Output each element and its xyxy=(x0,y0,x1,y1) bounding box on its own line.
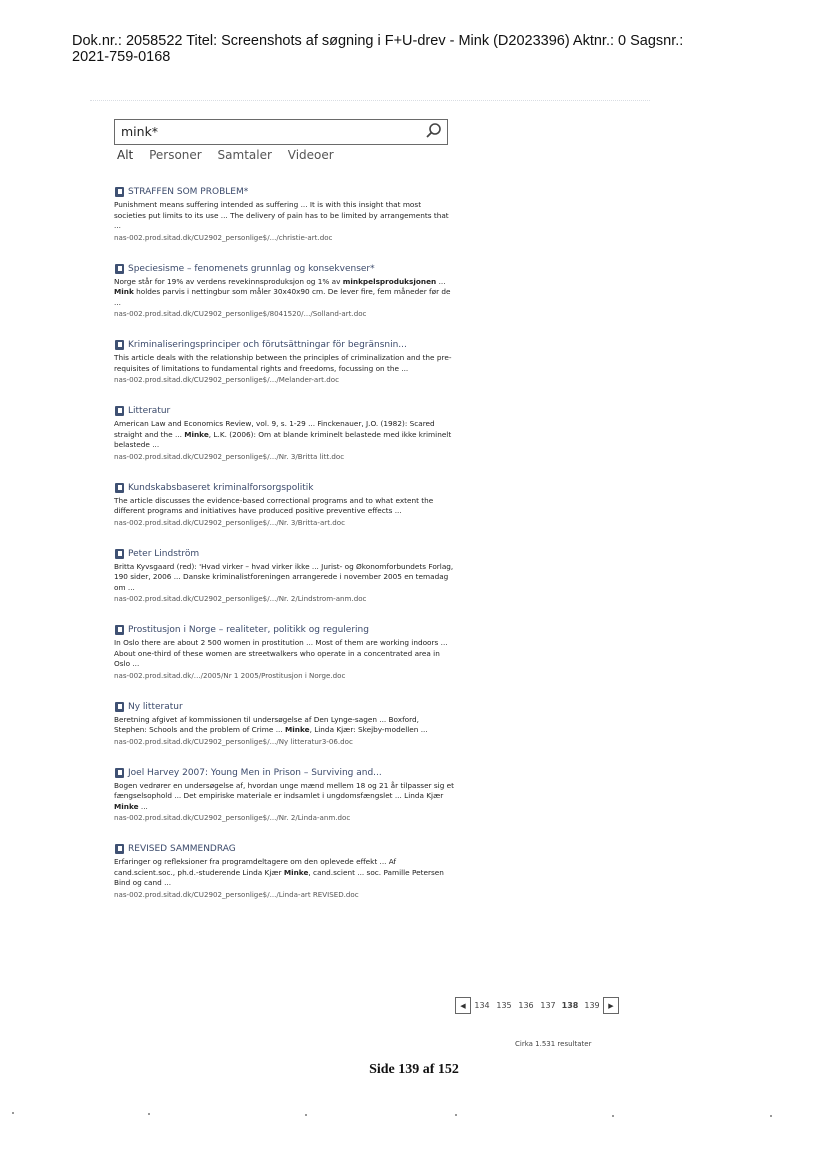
search-result xyxy=(114,701,454,747)
result-snippet: Britta Kyvsgaard (red): 'Hvad virker – hvad virker ikke ... Jurist- og Økonomforbundets Forlag, 190 sider, 2006 ... Danske kriminalistforeningen arrangerede i november 2005 en temadag om ... xyxy=(114,561,454,592)
search-result xyxy=(114,624,454,681)
page-link[interactable]: 135 xyxy=(496,1001,512,1010)
result-title[interactable]: Peter Lindström xyxy=(128,548,200,559)
document-icon xyxy=(115,702,124,712)
result-title[interactable]: Ny litteratur xyxy=(128,701,183,712)
result-title[interactable]: REVISED SAMMENDRAG xyxy=(128,844,236,854)
header-line-1: Dok.nr.: 2058522 Titel: Screenshots af søgning i F+U-drev - Mink (D2023396) Aktnr.: 0 Sagsnr.: xyxy=(72,33,684,49)
result-title[interactable]: Kundskabsbaseret kriminalforsorgspolitik xyxy=(128,482,314,493)
result-snippet: Punishment means suffering intended as suffering ... It is with this insight that most societies put limits to its use ... The delivery of pain has to be limited by arrangements that ... xyxy=(114,200,449,230)
scan-artifact-line xyxy=(90,100,650,101)
result-count: Cirka 1.531 resultater xyxy=(515,1040,592,1048)
page-link[interactable]: 134 xyxy=(474,1001,490,1010)
tab-videos[interactable]: Videoer xyxy=(287,148,334,162)
result-snippet: American Law and Economics Review, vol. 9, s. 1-29 ... Finckenauer, J.O. (1982): Scared straight and the ... Minke, L.K. (2006): Om at blande kriminelt belastede med ikke kriminelt belastede ... xyxy=(114,419,452,449)
result-url: nas-002.prod.sitad.dk/CU2902_personlige$/.../Melander-art.doc xyxy=(114,375,339,384)
highlight-term: Minke xyxy=(184,429,209,439)
page-link[interactable]: 137 xyxy=(540,1001,556,1010)
result-snippet: Bogen vedrører en undersøgelse af, hvordan unge mænd mellem 18 og 21 år tilpasser sig et fængselsophold ... Det empiriske materiale er indsamlet i ungdomsfængslet ... Linda Kjær Minke ... xyxy=(114,780,455,811)
scan-speck xyxy=(148,1113,150,1115)
search-result xyxy=(114,339,454,385)
result-snippet: In Oslo there are about 2 500 women in prostitution ... Most of them are working indoors ... About one-third of these women are streetwalkers who operate in a concentrated area in Oslo ... xyxy=(114,638,448,668)
result-url: nas-002.prod.sitad.dk/CU2902_personlige$/.../Nr. 2/Lindstrom-anm.doc xyxy=(114,594,367,603)
page-link-current[interactable]: 138 xyxy=(561,1001,579,1010)
search-result xyxy=(114,767,454,824)
filter-tabs xyxy=(117,148,346,162)
highlight-term: Mink xyxy=(114,287,134,296)
result-snippet: The article discusses the evidence-based correctional programs and to what extent the different programs and initiatives have produced positive preventive effects ... xyxy=(114,495,434,515)
result-snippet: Beretning afgivet af kommissionen til undersøgelse af Den Lynge-sagen ... Boxford, Stephen: Schools and the problem of Crime ... Minke, Linda Kjær: Skejby-modellen ... xyxy=(114,714,428,734)
scan-speck xyxy=(770,1115,772,1117)
search-result xyxy=(114,186,454,243)
result-url: nas-002.prod.sitad.dk/CU2902_personlige$/.../christie-art.doc xyxy=(114,232,333,242)
page-link[interactable]: 139 xyxy=(584,1001,600,1010)
highlight-term: minkpelsproduksjonen xyxy=(342,276,437,286)
pagination xyxy=(455,997,619,1014)
search-result xyxy=(114,548,454,605)
document-icon xyxy=(115,187,124,197)
scan-speck xyxy=(12,1112,14,1114)
highlight-term: Minke xyxy=(114,801,139,811)
document-icon xyxy=(115,549,124,559)
header-line-2: 2021-759-0168 xyxy=(72,49,171,65)
result-url: nas-002.prod.sitad.dk/CU2902_personlige$/.../Ny litteratur3-06.doc xyxy=(114,736,353,746)
tab-people[interactable]: Personer xyxy=(149,148,202,162)
result-title[interactable]: STRAFFEN SOM PROBLEM* xyxy=(128,187,249,197)
document-icon xyxy=(115,768,124,778)
document-icon xyxy=(115,264,124,274)
scan-speck xyxy=(455,1114,457,1116)
page-footer: Side 139 af 152 xyxy=(369,1062,459,1077)
search-box[interactable] xyxy=(114,119,448,145)
search-results xyxy=(114,186,454,920)
result-url: nas-002.prod.sitad.dk/CU2902_personlige$/.../Nr. 2/Linda-anm.doc xyxy=(114,813,351,822)
next-page-button[interactable]: ▶ xyxy=(603,997,619,1014)
result-title[interactable]: Kriminaliseringsprinciper och förutsättningar för begränsnin... xyxy=(128,340,407,350)
prev-page-button[interactable]: ◀ xyxy=(455,997,471,1014)
result-title[interactable]: Prostitusjon i Norge – realiteter, politikk og regulering xyxy=(128,625,369,635)
result-url: nas-002.prod.sitad.dk/.../2005/Nr 1 2005/Prostitusjon i Norge.doc xyxy=(114,670,346,680)
result-url: nas-002.prod.sitad.dk/CU2902_personlige$/.../Nr. 3/Britta litt.doc xyxy=(114,451,345,461)
result-title[interactable]: Joel Harvey 2007: Young Men in Prison – Surviving and... xyxy=(128,767,382,778)
document-icon xyxy=(115,844,124,854)
search-input[interactable] xyxy=(121,123,411,140)
highlight-term: Minke xyxy=(283,867,309,877)
tab-all[interactable]: Alt xyxy=(117,148,134,162)
result-url: nas-002.prod.sitad.dk/CU2902_personlige$/8041520/.../Solland-art.doc xyxy=(114,309,367,318)
result-title[interactable]: Speciesisme – fenomenets grunnlag og konsekvenser* xyxy=(128,263,375,274)
result-snippet: Erfaringer og refleksioner fra programdeltagere om den oplevede effekt ... Af cand.scient.soc., ph.d.-studerende Linda Kjær Minke, cand.scient ... soc. Pamille Petersen Bind og cand ... xyxy=(114,857,444,887)
page-link[interactable]: 136 xyxy=(518,1001,534,1010)
result-title[interactable]: Litteratur xyxy=(128,406,171,416)
search-result xyxy=(114,843,454,900)
result-url: nas-002.prod.sitad.dk/CU2902_personlige$/.../Nr. 3/Britta-art.doc xyxy=(114,517,345,527)
scan-speck xyxy=(612,1115,614,1117)
result-url: nas-002.prod.sitad.dk/CU2902_personlige$/.../Linda-art REVISED.doc xyxy=(114,889,359,899)
highlight-term: Minke xyxy=(285,725,310,734)
result-snippet: Norge står for 19% av verdens revekinnsproduksjon og 1% av minkpelsproduksjonen ... Mink holdes parvis i nettingbur som måler 30x40x90 cm. De lever fire, fem måneder før de ... xyxy=(114,276,451,307)
document-icon xyxy=(115,340,124,350)
search-result xyxy=(114,482,454,528)
document-icon xyxy=(115,625,124,635)
search-result xyxy=(114,405,454,462)
search-icon[interactable] xyxy=(425,122,443,140)
document-header xyxy=(72,33,792,65)
result-snippet: This article deals with the relationship between the principles of criminalization and the pre-requisites of limitations to fundamental rights and freedoms, focussing on the ... xyxy=(114,353,452,373)
document-icon xyxy=(115,483,124,493)
scan-speck xyxy=(305,1114,307,1116)
search-result xyxy=(114,263,454,320)
tab-conversations[interactable]: Samtaler xyxy=(217,148,272,162)
document-icon xyxy=(115,406,124,416)
